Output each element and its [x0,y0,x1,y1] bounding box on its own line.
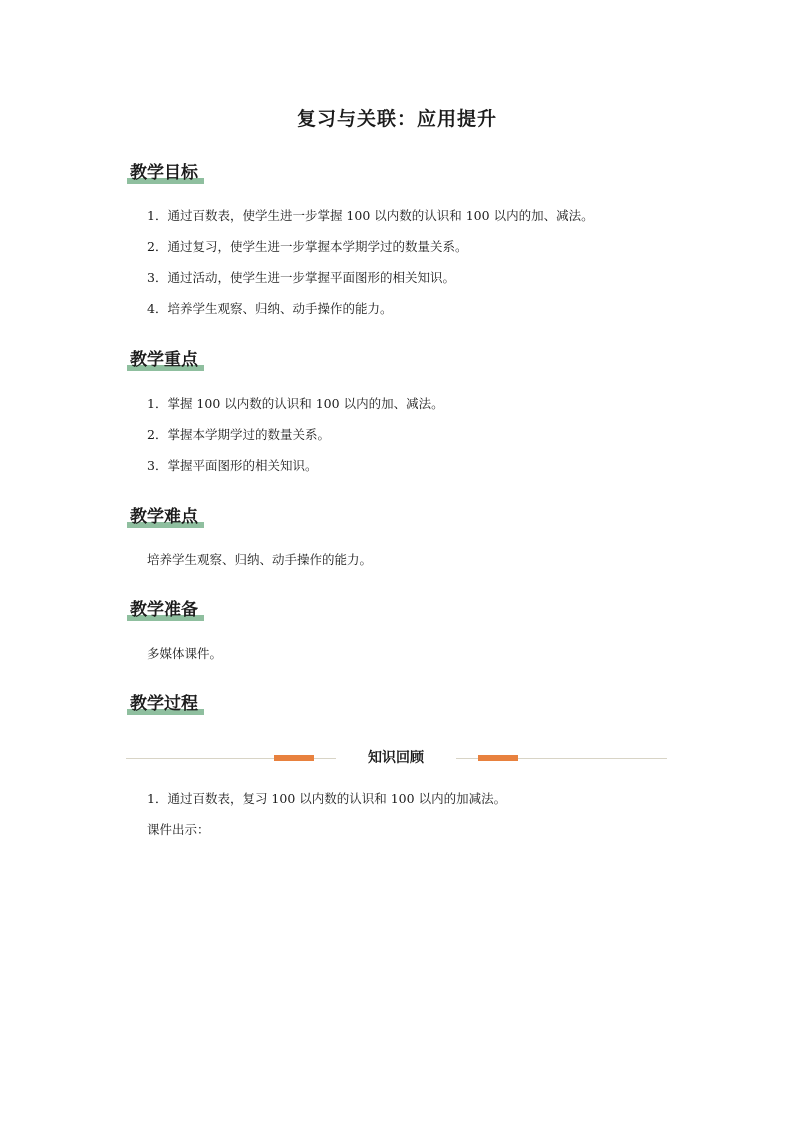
page-title: 复习与关联：应用提升 [296,108,497,130]
key-points-item-1: 1．掌握 100 以内数的认识和 100 以内的加、减法。 [147,396,444,411]
process-item-2: 课件出示： [147,822,210,837]
difficulties-item-1: 培养学生观察、归纳、动手操作的能力。 [147,552,373,567]
preparation-item-1: 多媒体课件。 [147,646,223,661]
goals-item-1: 1．通过百数表，使学生进一步掌握 100 以内数的认识和 100 以内的加、减法。 [147,208,594,223]
section-heading-goals: 教学目标 [127,163,204,185]
divider-label: 知识回顾 [336,747,456,767]
key-points-item-3: 3．掌握平面图形的相关知识。 [147,458,318,473]
section-heading-process: 教学过程 [127,694,204,716]
section-heading-preparation: 教学准备 [127,600,204,622]
goals-item-2: 2．通过复习，使学生进一步掌握本学期学过的数量关系。 [147,239,468,254]
key-points-item-2: 2．掌握本学期学过的数量关系。 [147,427,330,442]
process-item-1: 1．通过百数表，复习 100 以内数的认识和 100 以内的加减法。 [147,791,507,806]
divider-accent-right [478,755,518,761]
goals-item-4: 4．培养学生观察、归纳、动手操作的能力。 [147,301,393,316]
divider-accent-left [274,755,314,761]
section-heading-key-points: 教学重点 [127,350,204,372]
section-heading-difficulties: 教学难点 [127,507,204,529]
goals-item-3: 3．通过活动，使学生进一步掌握平面图形的相关知识。 [147,270,455,285]
